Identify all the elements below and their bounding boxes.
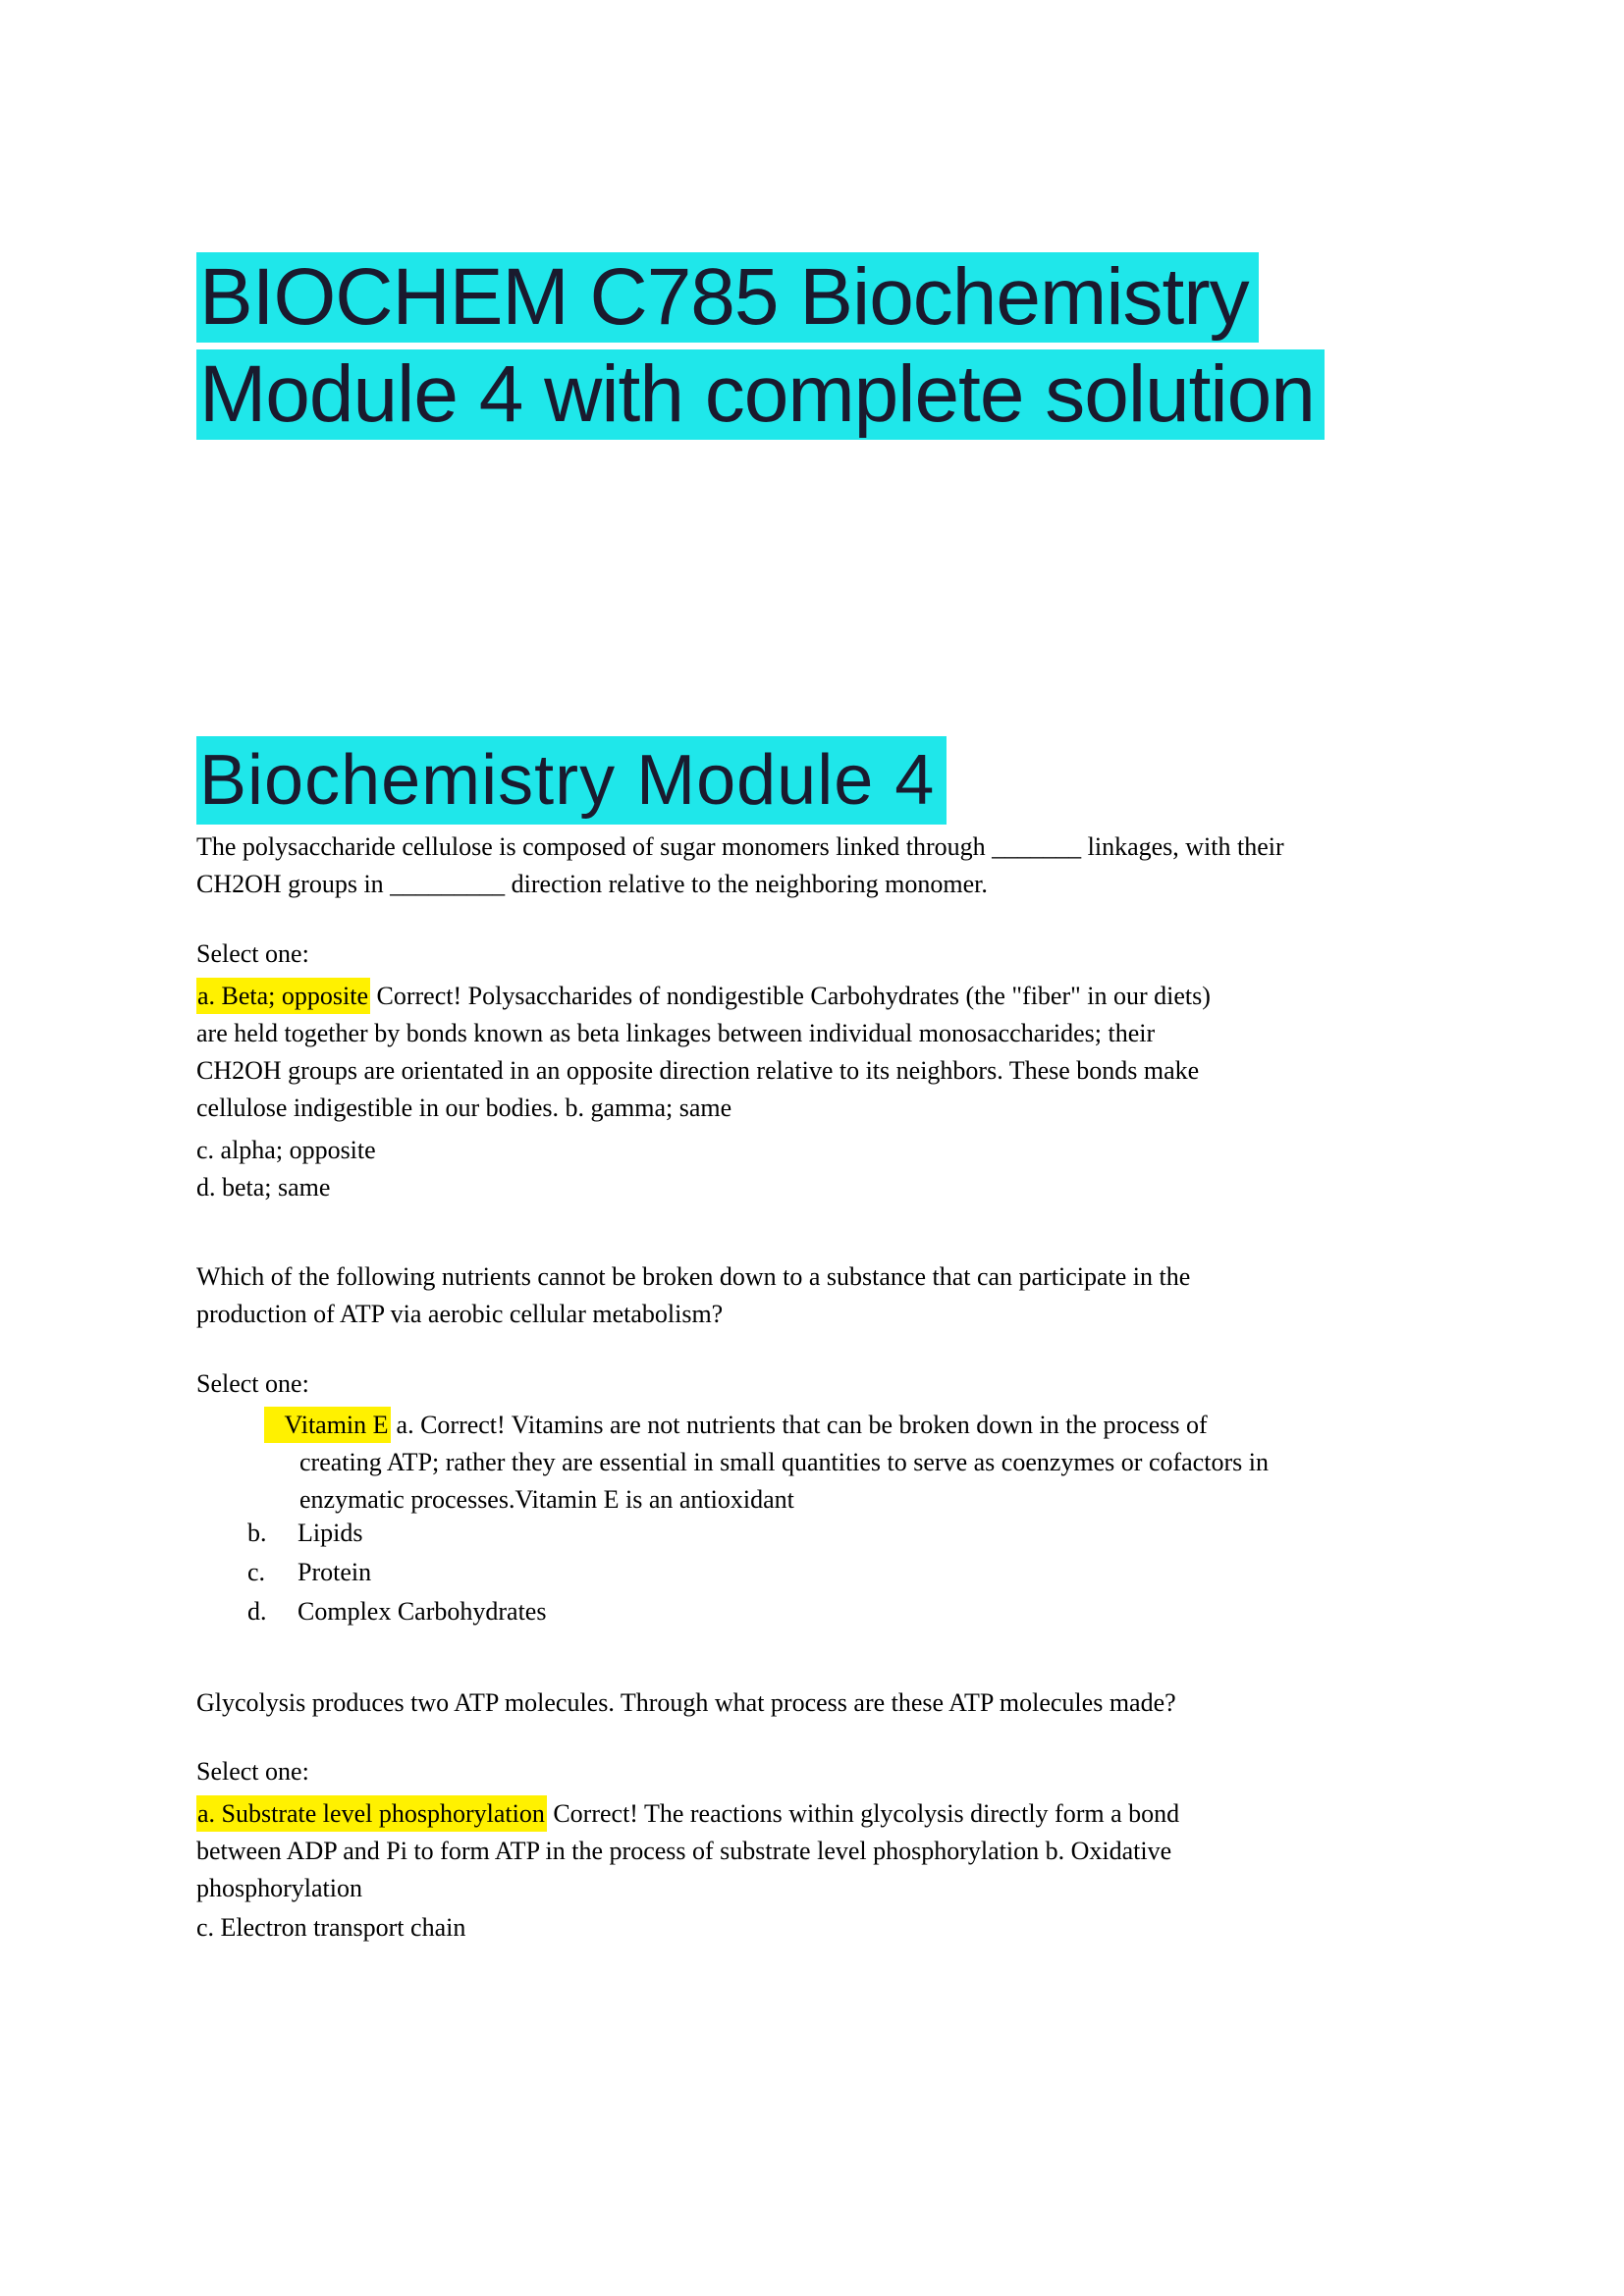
question-3-prompt: Glycolysis produces two ATP molecules. Through what process are these ATP molecules made? [196, 1688, 1176, 1717]
title-highlight-2: Module 4 with complete solution [196, 349, 1325, 440]
option-label: Protein [298, 1558, 372, 1586]
question-3-answer-explanation: Correct! The reactions within glycolysis directly form a bond between ADP and Pi to form ATP in the process of substrate level phosphorylation b. Oxidative phosphorylation [196, 1799, 1180, 1902]
question-3-correct-answer-highlight: a. Substrate level phosphorylation [196, 1795, 547, 1832]
question-1-answer-explanation: Correct! Polysaccharides of nondigestible Carbohydrates (the "fiber" in our diets) are held together by bonds known as beta linkages between individual monosaccharides; their CH2OH groups are orientated in an opposite direction relative to its neighbors. These bonds make cellulose indigestible in our bodies. b. gamma; same [196, 982, 1211, 1122]
question-1-answer-paragraph [196, 978, 1211, 1127]
option-letter: c. [247, 1558, 266, 1586]
section-heading [196, 736, 947, 825]
option-row [196, 1514, 546, 1553]
option-row [196, 1553, 546, 1592]
option-letter: d. [247, 1597, 267, 1626]
title-highlight-1: BIOCHEM C785 Biochemistry [196, 252, 1259, 343]
option-label: Complex Carbohydrates [298, 1597, 547, 1626]
question-1-prompt: The polysaccharide cellulose is composed of sugar monomers linked through _______ linkages, with their CH2OH groups in _________ direction relative to the neighboring monomer. [196, 832, 1284, 898]
document-title [196, 251, 1325, 441]
question-2-prompt: Which of the following nutrients cannot be broken down to a substance that can participate in the production of ATP via aerobic cellular metabolism? [196, 1262, 1191, 1328]
question-3-answer-paragraph [196, 1795, 1179, 1907]
question-1-options: c. alpha; opposite d. beta; same [196, 1136, 376, 1201]
option-label: Lipids [298, 1519, 363, 1547]
option-letter: b. [247, 1519, 267, 1547]
question-2-correct-answer-highlight: Vitamin E [264, 1407, 391, 1443]
question-1-select-label: Select one: [196, 939, 309, 968]
question-3-options: c. Electron transport chain [196, 1913, 466, 1942]
document-title-line-2 [196, 348, 1325, 441]
document-title-line-1 [196, 251, 1325, 344]
question-3-select-label: Select one: [196, 1757, 309, 1786]
question-2-select-label: Select one: [196, 1369, 309, 1398]
question-2-options [196, 1514, 546, 1631]
question-2-answer-explanation: a. Correct! Vitamins are not nutrients that can be broken down in the process of creating ATP; rather they are essential in small quantities to serve as coenzymes or cofactors in enzymatic processes.Vitamin E is an antioxidant [299, 1411, 1269, 1514]
option-row [196, 1592, 546, 1631]
question-2-answer-paragraph [196, 1407, 1269, 1519]
question-1-correct-answer-highlight: a. Beta; opposite [196, 978, 370, 1014]
section-heading-highlight: Biochemistry Module 4 [196, 736, 947, 825]
